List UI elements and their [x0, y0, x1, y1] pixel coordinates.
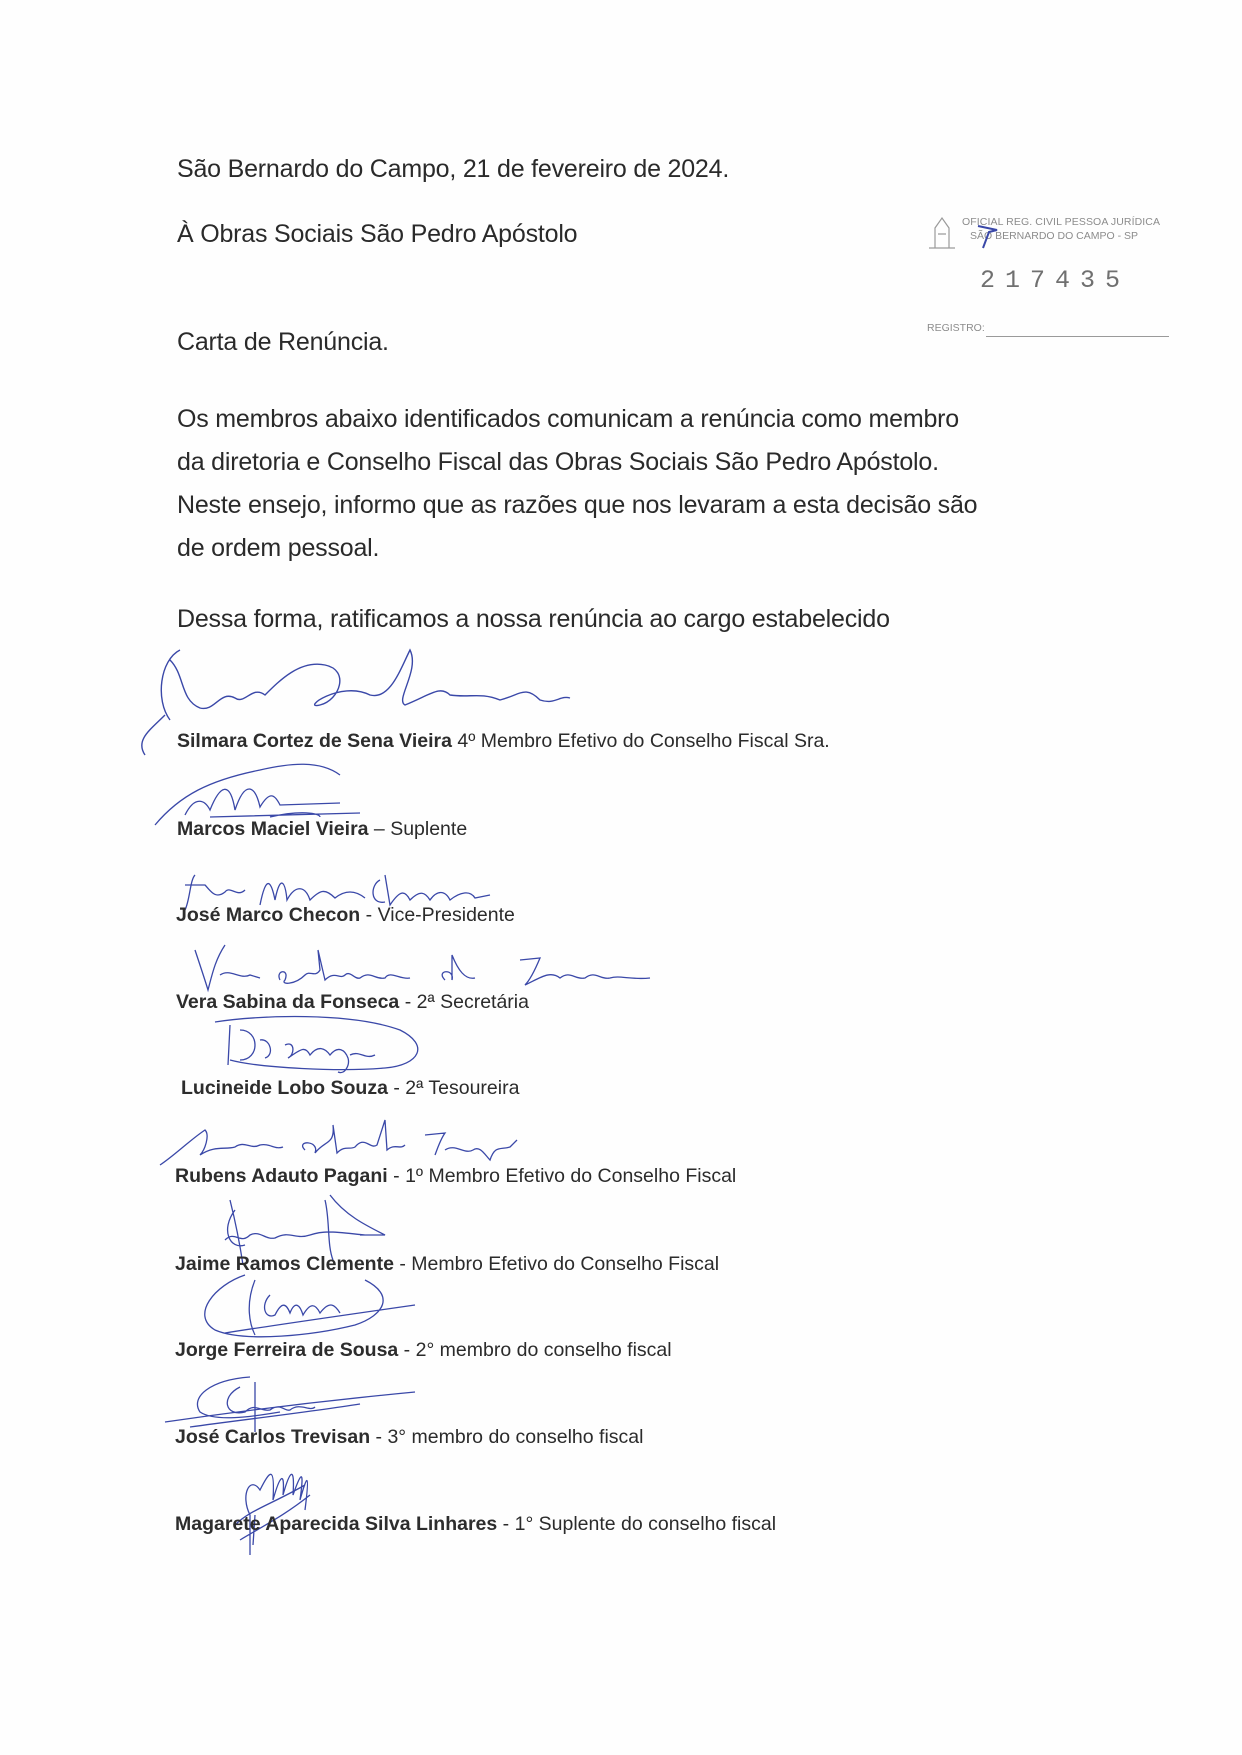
recipient-line: À Obras Sociais São Pedro Apóstolo [177, 220, 578, 248]
closing-line: Dessa forma, ratificamos a nossa renúncia ao cargo estabelecido [177, 605, 890, 633]
body-line: Os membros abaixo identificados comunicam a renúncia como membro [177, 405, 959, 433]
member-role: 2ª Tesoureira [405, 1077, 520, 1099]
member-role: 3° membro do conselho fiscal [387, 1426, 644, 1448]
body-line: Neste ensejo, informo que as razões que nos levaram a esta decisão são [177, 491, 978, 519]
stamp-registro-label: REGISTRO: [927, 322, 985, 334]
body-paragraph [177, 398, 1062, 570]
member-name: Lucineide Lobo Souza [181, 1077, 388, 1099]
member-name: José Marco Checon [176, 904, 361, 926]
member-name: Rubens Adauto Pagani [175, 1165, 388, 1187]
separator: - [399, 991, 417, 1013]
member-line-marcos [177, 818, 467, 841]
signature-vera [190, 940, 680, 995]
member-role: 1º Membro Efetivo do Conselho Fiscal [405, 1165, 737, 1187]
body-line: da diretoria e Conselho Fiscal das Obras Sociais São Pedro Apóstolo. [177, 448, 939, 476]
member-line-silmara [177, 730, 830, 753]
member-line-jaime [175, 1253, 719, 1276]
separator: – [368, 818, 391, 840]
member-line-checon [176, 904, 515, 927]
separator: - [370, 1426, 388, 1448]
member-name: Silmara Cortez de Sena Vieira [177, 730, 452, 752]
signature-jorge [195, 1265, 435, 1345]
signature-rubens [155, 1115, 535, 1170]
separator: - [393, 1253, 412, 1275]
member-line-jorge [175, 1339, 672, 1362]
separator: - [360, 904, 378, 926]
member-role: Vice-Presidente [377, 904, 515, 926]
member-role: 2ª Secretária [416, 991, 529, 1013]
separator: - [387, 1077, 406, 1099]
member-line-magarete [175, 1513, 776, 1536]
signature-lucineide [200, 1010, 440, 1080]
member-role: Membro Efetivo do Conselho Fiscal [411, 1253, 720, 1275]
member-name: Jaime Ramos Clemente [175, 1253, 394, 1275]
signature-trevisan [160, 1372, 430, 1432]
member-name: Jorge Ferreira de Sousa [175, 1339, 399, 1361]
member-role: 1° Suplente do conselho fiscal [514, 1513, 777, 1535]
member-role: 2° membro do conselho fiscal [415, 1339, 672, 1361]
date-line: São Bernardo do Campo, 21 de fevereiro de 2024. [177, 155, 730, 183]
subject-line: Carta de Renúncia. [177, 328, 389, 356]
member-name: José Carlos Trevisan [175, 1426, 371, 1448]
member-name: Marcos Maciel Vieira [177, 818, 369, 840]
registry-stamp [920, 212, 1180, 347]
member-role: 4º Membro Efetivo do Conselho Fiscal Sra. [457, 730, 830, 752]
body-line: de ordem pessoal. [177, 534, 380, 562]
stamp-line-1: OFICIAL REG. CIVIL PESSOA JURÍDICA [962, 216, 1161, 228]
signature-magarete [225, 1455, 335, 1560]
member-line-lucineide [181, 1077, 519, 1100]
separator: - [398, 1339, 416, 1361]
member-line-trevisan [175, 1426, 643, 1449]
member-role: Suplente [390, 818, 468, 840]
separator: - [497, 1513, 515, 1535]
member-line-vera [176, 991, 529, 1014]
member-line-rubens [175, 1165, 736, 1188]
member-name: Magarete Aparecida Silva Linhares [175, 1513, 498, 1535]
stamp-registro-line [986, 336, 1169, 337]
separator: - [387, 1165, 406, 1187]
registry-emblem-icon [925, 214, 959, 250]
stamp-line-2: SÃO BERNARDO DO CAMPO - SP [970, 230, 1139, 242]
stamp-number: 217435 [980, 266, 1131, 295]
member-name: Vera Sabina da Fonseca [176, 991, 400, 1013]
stamp-pen-mark-icon [975, 222, 1005, 252]
